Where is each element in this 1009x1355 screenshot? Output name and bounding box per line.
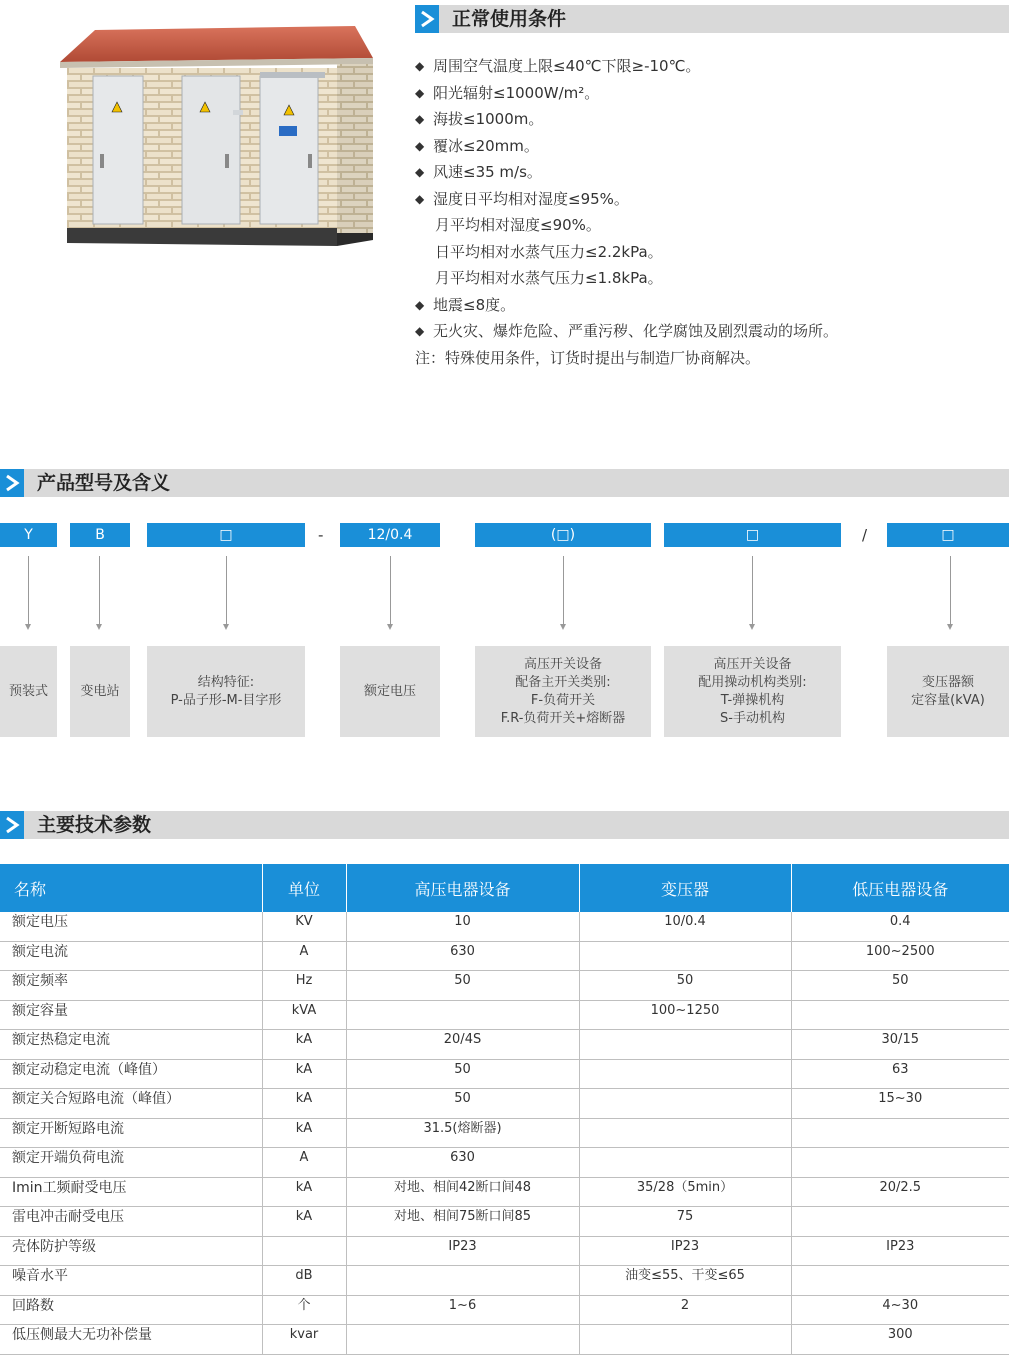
table-cell <box>579 1089 791 1119</box>
table-cell <box>791 1148 1009 1178</box>
diamond-bullet-icon: ◆ <box>415 112 425 126</box>
section-title: 主要技术参数 <box>37 814 152 836</box>
table-cell <box>579 941 791 971</box>
table-row <box>0 1089 1009 1119</box>
column-header: 高压电器设备 <box>346 864 579 912</box>
table-cell: 20/2.5 <box>791 1177 1009 1207</box>
table-cell: 100~2500 <box>791 941 1009 971</box>
model-code-y: Y <box>0 523 57 547</box>
table-cell: 630 <box>346 941 579 971</box>
model-code-separator: / <box>862 526 868 544</box>
table-cell: 75 <box>579 1207 791 1237</box>
table-cell <box>791 1000 1009 1030</box>
table-cell: 对地、相间75断口间85 <box>346 1207 579 1237</box>
condition-item: ◆ 无火灾、爆炸危险、严重污秽、化学腐蚀及剧烈震动的场所。 <box>415 318 1005 345</box>
table-cell: 50 <box>346 971 579 1001</box>
table-cell: 个 <box>262 1295 346 1325</box>
model-code-structure: □ <box>147 523 305 547</box>
table-cell: 额定容量 <box>0 1000 262 1030</box>
connector-line <box>950 556 951 626</box>
table-cell <box>579 1325 791 1355</box>
section-arrow-icon <box>0 811 24 839</box>
table-cell: 额定开端负荷电流 <box>0 1148 262 1178</box>
table-row <box>0 1295 1009 1325</box>
table-cell: 额定电压 <box>0 912 262 941</box>
table-cell: 额定开断短路电流 <box>0 1118 262 1148</box>
table-cell: 50 <box>346 1089 579 1119</box>
diamond-bullet-icon: ◆ <box>415 85 425 100</box>
table-cell: kA <box>262 1207 346 1237</box>
arrow-down-icon <box>749 624 755 630</box>
section-arrow-icon <box>0 469 24 497</box>
meaning-box-switch: 高压开关设备 配备主开关类别: F-负荷开关 F.R-负荷开关+熔断器 <box>475 646 651 737</box>
table-row <box>0 1325 1009 1355</box>
table-cell: 2 <box>579 1295 791 1325</box>
table-body <box>0 912 1009 1354</box>
model-code-switch: (□) <box>475 523 651 547</box>
model-code-separator: - <box>318 526 324 544</box>
table-cell: 50 <box>791 971 1009 1001</box>
table-row <box>0 971 1009 1001</box>
table-cell <box>579 1059 791 1089</box>
connector-line <box>752 556 753 626</box>
column-header: 变压器 <box>579 864 791 912</box>
table-cell: dB <box>262 1266 346 1296</box>
arrow-down-icon <box>25 624 31 630</box>
table-cell <box>346 1000 579 1030</box>
condition-item: 日平均相对水蒸气压力≤2.2kPa。 <box>435 242 663 261</box>
substation-product-image <box>55 18 380 253</box>
table-cell: IP23 <box>346 1236 579 1266</box>
table-cell: KV <box>262 912 346 941</box>
meaning-box-substation: 变电站 <box>70 646 130 737</box>
condition-item: ◆ 地震≤8度。 <box>415 292 1005 319</box>
diamond-bullet-icon: ◆ <box>415 59 425 73</box>
connector-line <box>99 556 100 626</box>
model-code-mechanism: □ <box>664 523 841 547</box>
table-cell: A <box>262 941 346 971</box>
section-header-parameters <box>0 811 1009 839</box>
table-header-row <box>0 864 1009 912</box>
table-cell: IP23 <box>791 1236 1009 1266</box>
table-cell <box>579 1118 791 1148</box>
section-title: 正常使用条件 <box>452 8 567 30</box>
model-code-capacity: □ <box>887 523 1009 547</box>
table-row <box>0 1118 1009 1148</box>
meaning-box-structure: 结构特征: P-品子形-M-目字形 <box>147 646 305 737</box>
table-cell: kVA <box>262 1000 346 1030</box>
table-cell: 额定关合短路电流（峰值） <box>0 1089 262 1119</box>
table-cell: Hz <box>262 971 346 1001</box>
table-cell: 油变≤55、干变≤65 <box>579 1266 791 1296</box>
model-code-voltage: 12/0.4 <box>340 523 440 547</box>
section-arrow-icon <box>415 5 439 33</box>
table-cell: 100~1250 <box>579 1000 791 1030</box>
column-header: 单位 <box>262 864 346 912</box>
table-row <box>0 941 1009 971</box>
table-cell: 300 <box>791 1325 1009 1355</box>
table-row <box>0 912 1009 941</box>
table-cell: 雷电冲击耐受电压 <box>0 1207 262 1237</box>
table-cell: 额定电流 <box>0 941 262 971</box>
table-cell: 10 <box>346 912 579 941</box>
table-cell: 50 <box>346 1059 579 1089</box>
table-cell: kA <box>262 1118 346 1148</box>
table-row <box>0 1236 1009 1266</box>
condition-item: 月平均相对水蒸气压力≤1.8kPa。 <box>435 269 663 287</box>
table-cell: 0.4 <box>791 912 1009 941</box>
table-cell: 63 <box>791 1059 1009 1089</box>
connector-line <box>563 556 564 626</box>
arrow-down-icon <box>96 624 102 630</box>
table-cell <box>579 1148 791 1178</box>
condition-note: 注：特殊使用条件，订货时提出与制造厂协商解决。 <box>415 348 761 367</box>
arrow-down-icon <box>947 624 953 630</box>
table-cell: Imin工频耐受电压 <box>0 1177 262 1207</box>
table-cell: 额定动稳定电流（峰值） <box>0 1059 262 1089</box>
connector-line <box>226 556 227 626</box>
table-cell: 10/0.4 <box>579 912 791 941</box>
diamond-bullet-icon: ◆ <box>415 165 425 179</box>
arrow-down-icon <box>223 624 229 630</box>
meaning-box-voltage: 额定电压 <box>340 646 440 737</box>
table-cell: 额定热稳定电流 <box>0 1030 262 1060</box>
connector-line <box>390 556 391 626</box>
column-header: 名称 <box>0 864 262 912</box>
table-cell: kA <box>262 1089 346 1119</box>
condition-item: ◆ 海拔≤1000m。 <box>415 106 1005 133</box>
table-cell: 31.5(熔断器) <box>346 1118 579 1148</box>
condition-item: ◆ 湿度日平均相对湿度≤95%。 <box>415 186 1005 213</box>
diamond-bullet-icon: ◆ <box>415 138 425 153</box>
table-cell: 额定频率 <box>0 971 262 1001</box>
table-cell: 噪音水平 <box>0 1266 262 1296</box>
table-cell <box>791 1118 1009 1148</box>
table-cell: 低压侧最大无功补偿量 <box>0 1325 262 1355</box>
table-row <box>0 1177 1009 1207</box>
table-cell: kvar <box>262 1325 346 1355</box>
meaning-box-capacity: 变压器额 定容量(kVA) <box>887 646 1009 737</box>
diamond-bullet-icon: ◆ <box>415 191 425 206</box>
table-cell: kA <box>262 1059 346 1089</box>
condition-item: ◆ 风速≤35 m/s。 <box>415 159 1005 186</box>
table-row <box>0 1059 1009 1089</box>
table-cell: 壳体防护等级 <box>0 1236 262 1266</box>
table-row <box>0 1266 1009 1296</box>
section-title: 产品型号及含义 <box>37 472 171 494</box>
table-cell <box>791 1266 1009 1296</box>
condition-item: ◆ 阳光辐射≤1000W/m²。 <box>415 80 1005 107</box>
table-cell <box>346 1325 579 1355</box>
table-row <box>0 1030 1009 1060</box>
table-cell: 4~30 <box>791 1295 1009 1325</box>
arrow-down-icon <box>560 624 566 630</box>
technical-parameters-table <box>0 864 1009 1355</box>
meaning-box-mechanism: 高压开关设备 配用操动机构类别: T-弹操机构 S-手动机构 <box>664 646 841 737</box>
condition-item: ◆ 覆冰≤20mm。 <box>415 133 1005 160</box>
table-cell <box>791 1207 1009 1237</box>
table-cell <box>262 1236 346 1266</box>
table-row <box>0 1000 1009 1030</box>
table-cell: kA <box>262 1030 346 1060</box>
condition-item: ◆ 周围空气温度上限≤40℃下限≥-10℃。 <box>415 53 1005 80</box>
table-cell: 1~6 <box>346 1295 579 1325</box>
table-cell: 630 <box>346 1148 579 1178</box>
diamond-bullet-icon: ◆ <box>415 324 425 338</box>
condition-item: 月平均相对湿度≤90%。 <box>435 216 601 234</box>
column-header: 低压电器设备 <box>791 864 1009 912</box>
diamond-bullet-icon: ◆ <box>415 297 425 312</box>
section-header-model <box>0 469 1009 497</box>
table-cell: 30/15 <box>791 1030 1009 1060</box>
meaning-box-prefab: 预装式 <box>0 646 57 737</box>
table-cell: A <box>262 1148 346 1178</box>
model-code-b: B <box>70 523 130 547</box>
table-row <box>0 1148 1009 1178</box>
usage-conditions-list <box>415 53 1005 371</box>
arrow-down-icon <box>387 624 393 630</box>
table-cell: 20/4S <box>346 1030 579 1060</box>
section-header-conditions <box>415 5 1009 33</box>
table-cell <box>346 1266 579 1296</box>
table-cell: kA <box>262 1177 346 1207</box>
table-cell: 50 <box>579 971 791 1001</box>
table-cell: 回路数 <box>0 1295 262 1325</box>
table-cell: IP23 <box>579 1236 791 1266</box>
connector-line <box>28 556 29 626</box>
table-cell: 对地、相间42断口间48 <box>346 1177 579 1207</box>
table-row <box>0 1207 1009 1237</box>
table-cell: 15~30 <box>791 1089 1009 1119</box>
table-cell: 35/28（5min） <box>579 1177 791 1207</box>
table-cell <box>579 1030 791 1060</box>
